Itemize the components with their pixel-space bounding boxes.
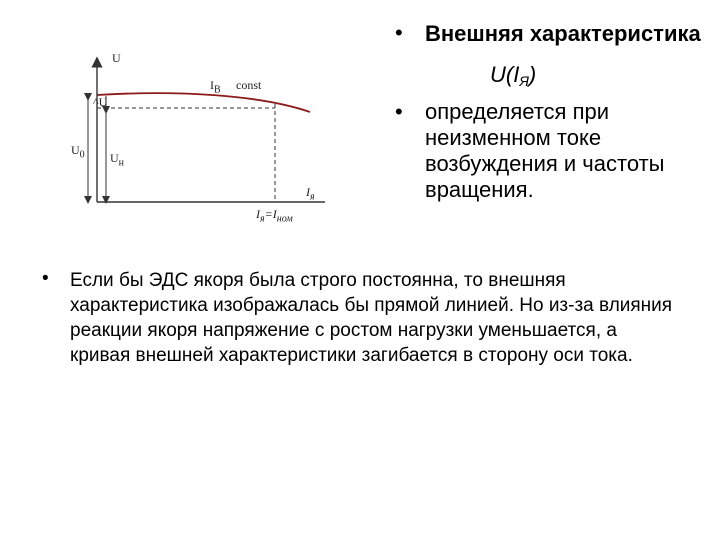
bullet-dot: • [395,99,403,124]
characteristic-title: Внешняя характеристика [425,21,701,46]
bullet-dot: • [42,268,49,289]
ib-label: $I_B$ [210,78,221,96]
characteristic-curve [97,93,310,112]
description-bullet [395,99,715,203]
ia-nom-label: $I_я=I_{ном}$ [256,207,293,225]
description-text: определяется при неизменном токе возбуждения и частоты вращения. [425,99,665,202]
const-label: const [236,78,262,92]
title-bullet [395,20,715,47]
external-characteristic-diagram [60,40,340,240]
formula: $U(I_Я)$ [490,62,537,89]
bullet-dot: • [395,20,403,45]
diagram-svg [60,40,340,240]
delta-u-label: ^U [93,95,108,109]
ia-axis-label: $I_я$ [306,185,315,203]
u-axis-label: U [112,51,121,65]
u0-label: $U_0$ [71,143,85,161]
explanation-text: Если бы ЭДС якоря была строго постоянна, то внешняя характеристика изображалась бы прямой линией. Но из-за влияния реакции якоря напряжение с ростом нагрузки уменьшается, а кривая внешней характеристики загибается в сторону оси тока. [70,270,673,366]
right-bullets [395,20,715,203]
bottom-bullet [42,268,682,368]
un-label: $U_н$ [110,151,125,169]
